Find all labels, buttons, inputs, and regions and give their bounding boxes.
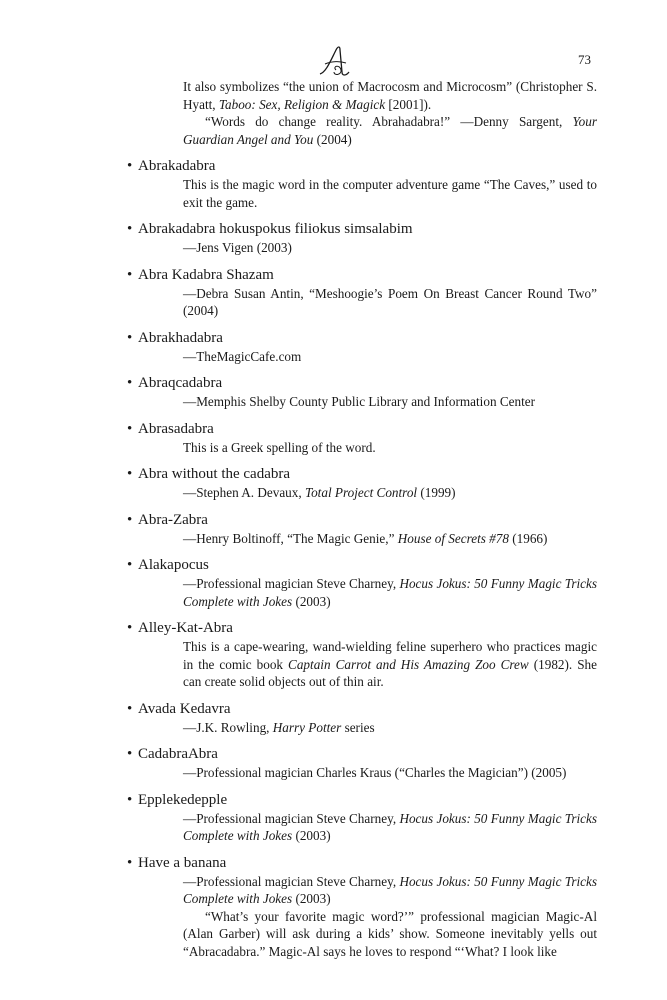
bullet-icon: • bbox=[127, 511, 133, 528]
entry-term bbox=[127, 266, 597, 285]
entry-term bbox=[127, 465, 597, 484]
bullet-icon: • bbox=[127, 329, 133, 346]
paragraph bbox=[183, 393, 597, 411]
ornamental-a-icon bbox=[316, 44, 354, 78]
bullet-icon: • bbox=[127, 791, 133, 808]
text-run: series bbox=[341, 719, 375, 735]
entry-body bbox=[183, 873, 597, 961]
bullet-icon: • bbox=[127, 746, 133, 762]
entry-term bbox=[127, 700, 597, 719]
intro-text bbox=[183, 78, 597, 148]
text-run: —Memphis Shelby County Public Library and Information Center bbox=[183, 394, 535, 409]
text-run: —Professional magician Steve Charney, bbox=[183, 873, 400, 889]
entry bbox=[127, 511, 597, 548]
entry bbox=[127, 619, 597, 691]
entry-term-text: Avada Kedavra bbox=[138, 700, 231, 717]
text-run: It also symbolizes “the union of Macrocosm and Microcosm” (Christopher S. Hyatt, bbox=[183, 79, 597, 112]
text-run: (2004) bbox=[313, 131, 352, 147]
bullet-icon: • bbox=[127, 466, 133, 482]
bullet-icon: • bbox=[127, 420, 133, 437]
bullet-icon: • bbox=[127, 557, 133, 573]
paragraph bbox=[183, 285, 597, 320]
paragraph bbox=[183, 176, 597, 211]
text-run: (2003) bbox=[292, 593, 331, 609]
entry-term bbox=[127, 157, 597, 176]
paragraph bbox=[183, 764, 597, 782]
entry bbox=[127, 745, 597, 782]
text-run: (2003) bbox=[292, 891, 331, 906]
entry-body bbox=[183, 393, 597, 411]
entry-term-text: Alakapocus bbox=[138, 557, 209, 573]
entry-term-text: Have a banana bbox=[138, 854, 227, 871]
entry-term bbox=[127, 619, 597, 638]
entry-term bbox=[127, 420, 597, 439]
entry-term-text: Abraqcadabra bbox=[138, 375, 223, 391]
bullet-icon: • bbox=[127, 221, 133, 237]
entry-body bbox=[183, 439, 597, 457]
entry-body bbox=[183, 239, 597, 257]
paragraph bbox=[183, 810, 597, 845]
entry-term bbox=[127, 220, 597, 239]
entry bbox=[127, 854, 597, 961]
entry-body bbox=[183, 484, 597, 502]
text-run: —Professional magician Steve Charney, bbox=[183, 576, 400, 591]
entry bbox=[127, 700, 597, 737]
entry-body bbox=[183, 176, 597, 211]
text-run: —Jens Vigen (2003) bbox=[183, 240, 292, 255]
paragraph bbox=[183, 530, 597, 548]
text-run: “Words do change reality. Abrahadabra!” —Denny Sargent, bbox=[205, 114, 573, 129]
paragraph bbox=[183, 638, 597, 691]
entry-body bbox=[183, 285, 597, 320]
entry bbox=[127, 329, 597, 366]
text-run: This is the magic word in the computer adventure game “The Caves,” used to exit the game. bbox=[183, 177, 597, 210]
entry-term-text: Abrakhadabra bbox=[138, 329, 223, 346]
entry-term bbox=[127, 329, 597, 348]
text-run: —TheMagicCafe.com bbox=[183, 348, 302, 364]
bullet-icon: • bbox=[127, 266, 133, 283]
entry bbox=[127, 374, 597, 411]
entry bbox=[127, 157, 597, 211]
entry bbox=[127, 420, 597, 457]
entry bbox=[127, 220, 597, 257]
entry-term-text: Abrakadabra bbox=[138, 158, 216, 174]
entry-body bbox=[183, 810, 597, 845]
entry-body bbox=[183, 348, 597, 366]
entry-term-text: Alley-Kat-Abra bbox=[138, 620, 233, 636]
entry-body bbox=[183, 575, 597, 610]
text-run: (1999) bbox=[417, 485, 456, 500]
entry-term bbox=[127, 556, 597, 575]
italic-title: Harry Potter bbox=[272, 719, 342, 735]
text-run: —Professional magician Steve Charney, bbox=[183, 810, 400, 826]
page-content bbox=[127, 78, 597, 960]
entry-term-text: Abra-Zabra bbox=[138, 511, 208, 528]
paragraph bbox=[183, 113, 597, 148]
paragraph bbox=[183, 908, 597, 961]
text-run: This is a Greek spelling of the word. bbox=[183, 439, 376, 455]
italic-title: Total Project Control bbox=[304, 485, 418, 500]
bullet-icon: • bbox=[127, 700, 133, 717]
text-run: —Debra Susan Antin, “Meshoogie’s Poem On Breast Cancer Round Two” (2004) bbox=[183, 285, 597, 318]
entry-term bbox=[127, 511, 597, 530]
page-number: 73 bbox=[578, 52, 591, 67]
paragraph bbox=[183, 439, 597, 457]
paragraph bbox=[183, 239, 597, 257]
italic-title: Hocus Jokus: 50 Funny Magic Tricks Complete with Jokes bbox=[183, 810, 597, 843]
entry-term bbox=[127, 854, 597, 873]
text-run: —Stephen A. Devaux, bbox=[183, 485, 305, 500]
entry-term bbox=[127, 745, 597, 764]
entry-term-text: Abrakadabra hokuspokus filiokus simsalabim bbox=[138, 221, 413, 237]
text-run: (1966) bbox=[508, 530, 548, 546]
entry-list bbox=[127, 157, 597, 960]
entry bbox=[127, 266, 597, 320]
entry-body bbox=[183, 719, 597, 737]
entry-term bbox=[127, 374, 597, 393]
text-run: (1982). She can create solid objects out of thin air. bbox=[183, 656, 597, 689]
paragraph bbox=[183, 873, 597, 908]
text-run: (2003) bbox=[292, 828, 331, 843]
italic-title: House of Secrets #78 bbox=[397, 530, 509, 546]
paragraph bbox=[183, 484, 597, 502]
paragraph bbox=[183, 575, 597, 610]
paragraph bbox=[183, 78, 597, 113]
bullet-icon: • bbox=[127, 620, 133, 636]
bullet-icon: • bbox=[127, 158, 133, 174]
entry-term-text: Epplekedepple bbox=[138, 791, 228, 808]
text-run: “What’s your favorite magic word?’” professional magician Magic-Al (Alan Garber) will ask during a kids’ show. Someone inevitably yells out “Abracadabra.” Magic-Al says he loves to respond “‘What? I look like bbox=[183, 908, 597, 959]
entry-body bbox=[183, 764, 597, 782]
entry bbox=[127, 791, 597, 845]
italic-title: Your Guardian Angel and You bbox=[183, 114, 597, 147]
entry bbox=[127, 556, 597, 610]
entry-body bbox=[183, 530, 597, 548]
italic-title: Hocus Jokus: 50 Funny Magic Tricks Complete with Jokes bbox=[183, 576, 597, 609]
italic-title: Captain Carrot and His Amazing Zoo Crew bbox=[288, 656, 529, 672]
text-run: This is a cape-wearing, wand-wielding feline superhero who practices magic in the comic book bbox=[183, 639, 597, 672]
entry-term-text: Abra Kadabra Shazam bbox=[138, 266, 274, 283]
text-run: [2001]). bbox=[385, 96, 432, 112]
text-run: —J.K. Rowling, bbox=[183, 719, 273, 735]
entry bbox=[127, 465, 597, 502]
entry-body bbox=[183, 638, 597, 691]
italic-title: Hocus Jokus: 50 Funny Magic Tricks Complete with Jokes bbox=[183, 873, 597, 906]
entry-term bbox=[127, 791, 597, 810]
paragraph bbox=[183, 348, 597, 366]
bullet-icon: • bbox=[127, 854, 133, 871]
entry-term-text: Abra without the cadabra bbox=[138, 466, 291, 482]
bullet-icon: • bbox=[127, 375, 133, 391]
paragraph bbox=[183, 719, 597, 737]
text-run: —Professional magician Charles Kraus (“Charles the Magician”) (2005) bbox=[183, 765, 567, 780]
italic-title: Taboo: Sex, Religion & Magick bbox=[218, 96, 386, 112]
entry-term-text: CadabraAbra bbox=[138, 746, 218, 762]
entry-term-text: Abrasadabra bbox=[138, 420, 214, 437]
text-run: —Henry Boltinoff, “The Magic Genie,” bbox=[183, 530, 398, 546]
